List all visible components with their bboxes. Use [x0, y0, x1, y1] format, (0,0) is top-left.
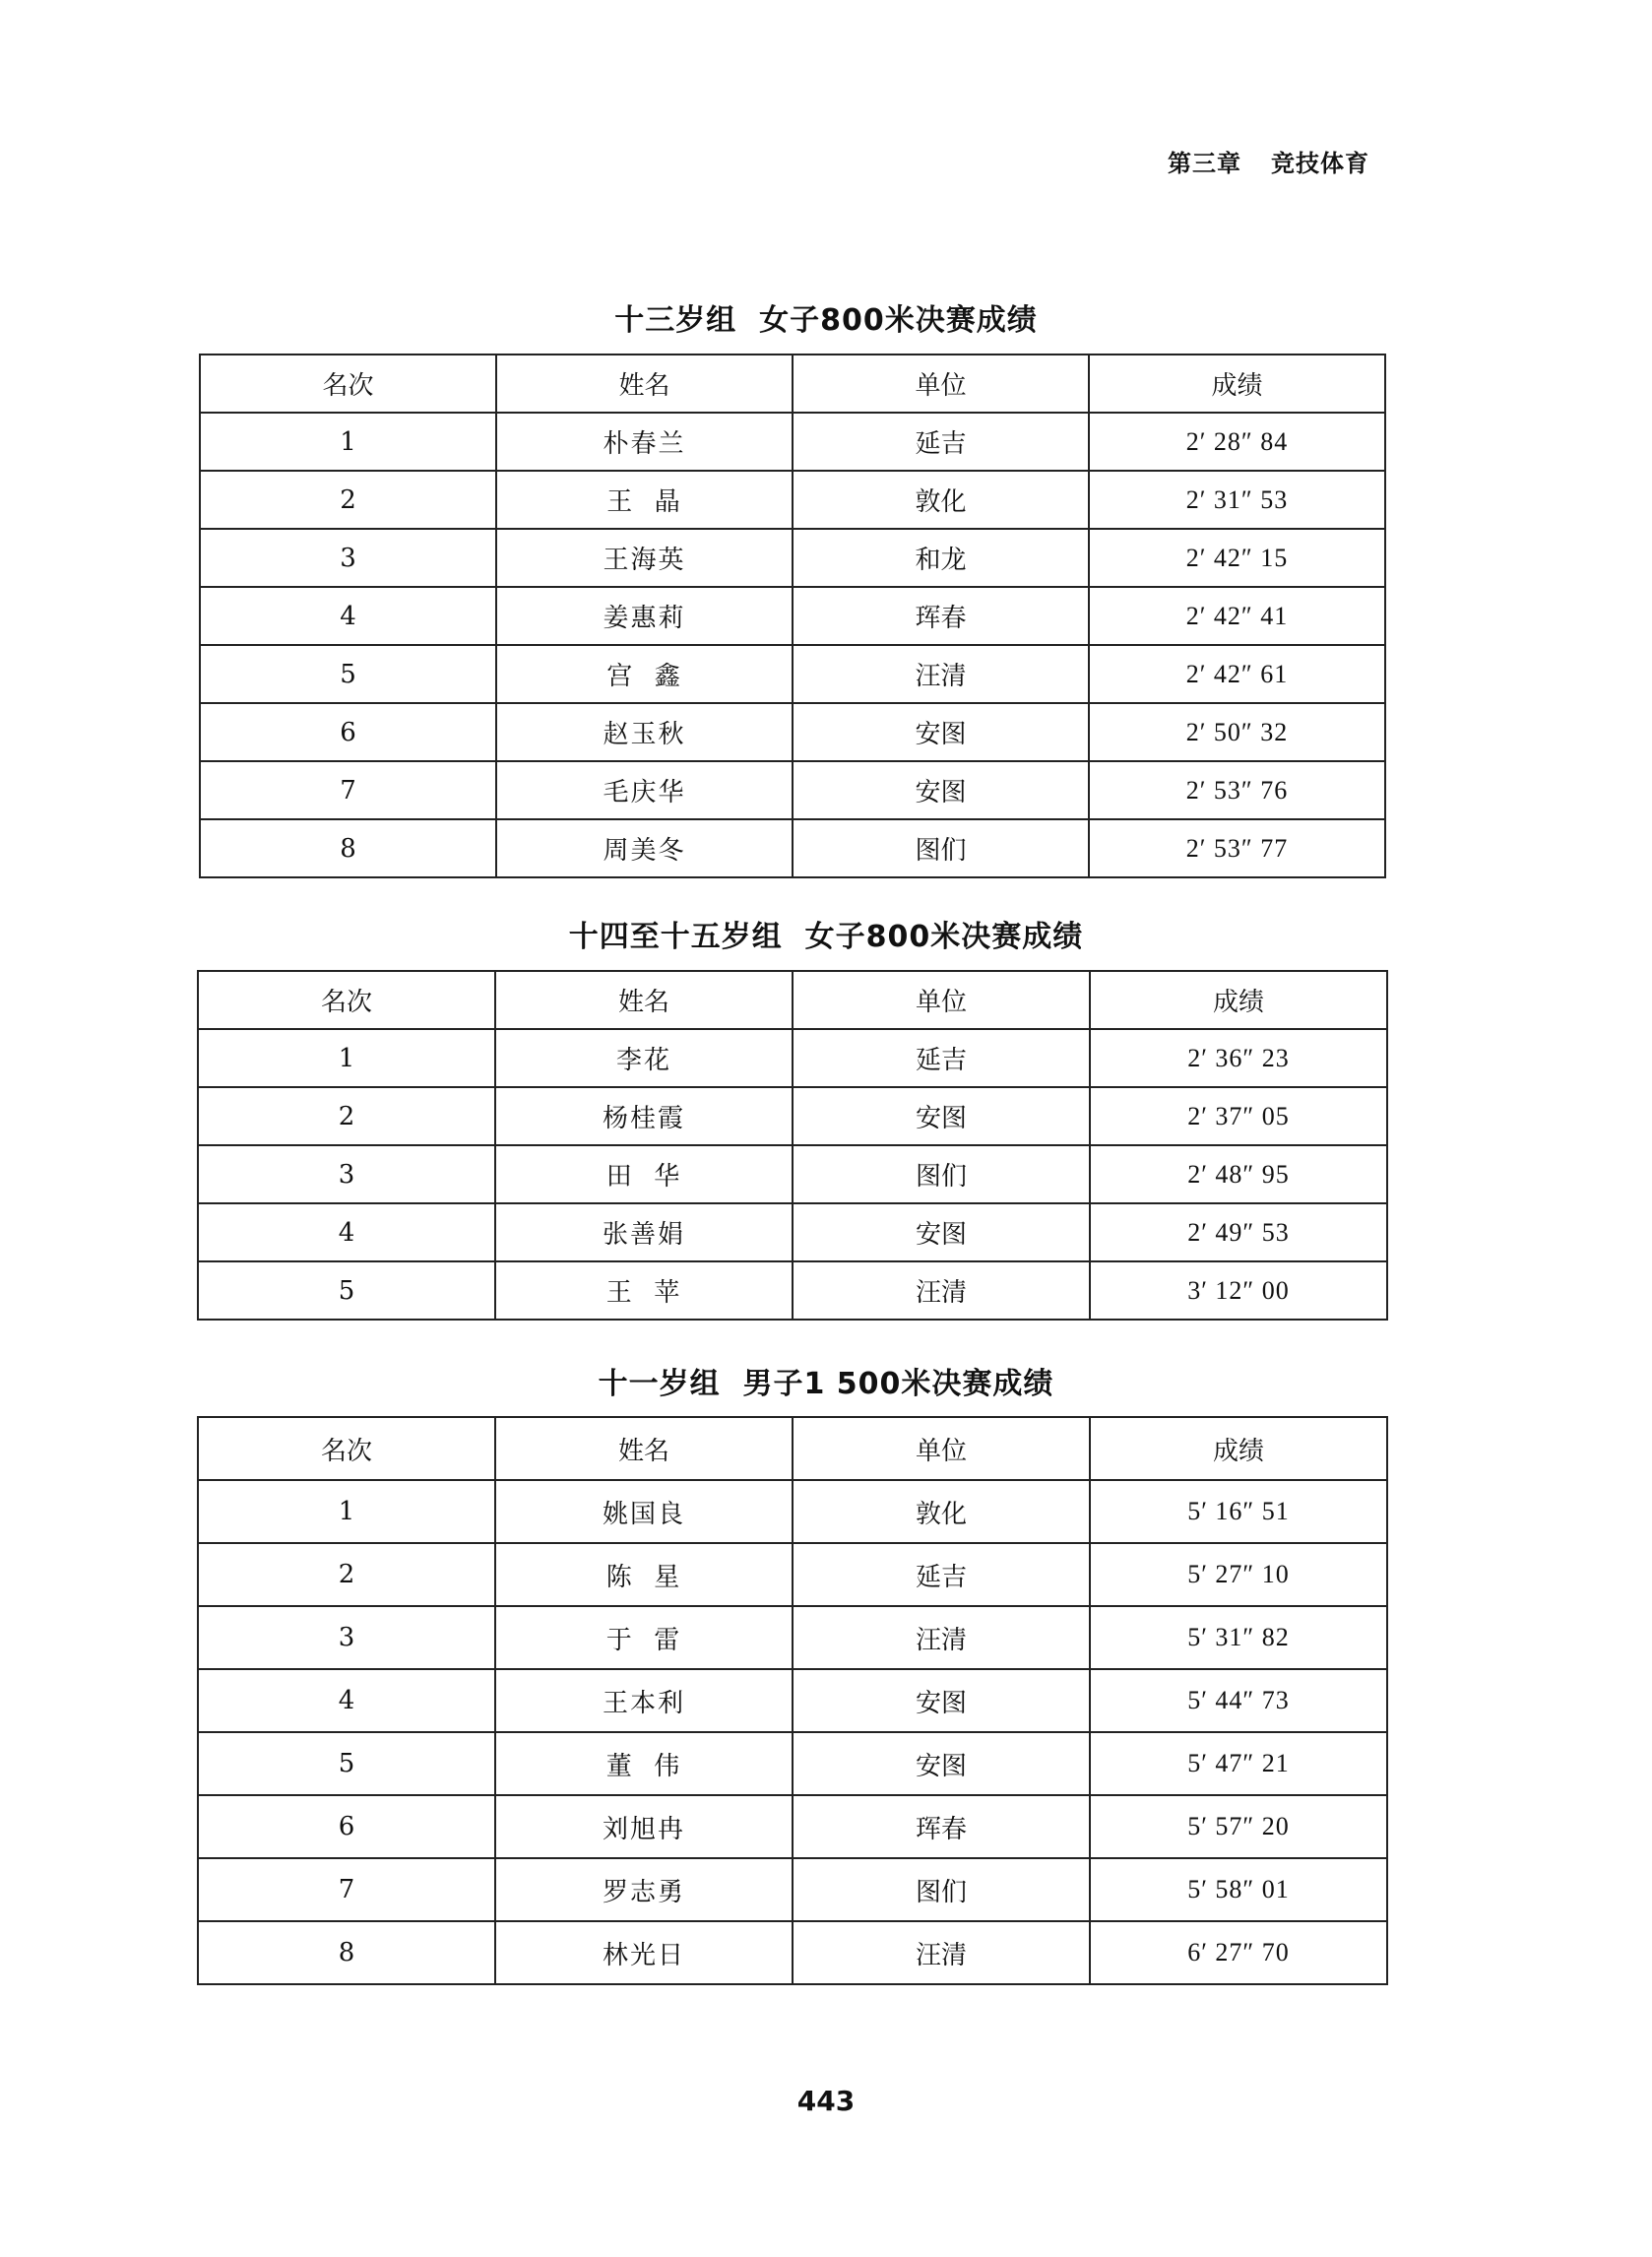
rank-cell: 2 — [198, 1543, 495, 1606]
rank-cell: 1 — [200, 413, 496, 471]
table-row — [200, 819, 1385, 877]
table-row — [198, 1606, 1387, 1669]
name-cell: 赵玉秋 — [496, 703, 793, 761]
unit-cell: 汪清 — [793, 645, 1089, 703]
rank-cell: 4 — [198, 1203, 495, 1261]
result-cell: 5′ 57″ 20 — [1090, 1795, 1387, 1858]
rank-cell: 3 — [198, 1145, 495, 1203]
rank-cell: 1 — [198, 1029, 495, 1087]
table-row — [200, 761, 1385, 819]
column-header-result: 成绩 — [1090, 1417, 1387, 1480]
result-cell: 2′ 42″ 41 — [1089, 587, 1385, 645]
column-header-unit: 单位 — [793, 355, 1089, 413]
unit-cell: 图们 — [793, 1145, 1090, 1203]
table-row — [198, 1087, 1387, 1145]
name-cell: 李花 — [495, 1029, 793, 1087]
name-cell: 宫 鑫 — [496, 645, 793, 703]
results-table-1 — [199, 354, 1386, 878]
page-number: 443 — [796, 2085, 856, 2117]
chapter-section-label: 竞技体育 — [1271, 150, 1369, 177]
unit-cell: 和龙 — [793, 529, 1089, 587]
result-cell: 5′ 47″ 21 — [1090, 1732, 1387, 1795]
unit-cell: 延吉 — [793, 1029, 1090, 1087]
unit-cell: 图们 — [793, 1858, 1090, 1921]
unit-cell: 延吉 — [793, 413, 1089, 471]
name-cell: 姜惠莉 — [496, 587, 793, 645]
table-row — [200, 703, 1385, 761]
result-cell: 2′ 28″ 84 — [1089, 413, 1385, 471]
results-table-3 — [197, 1416, 1388, 1985]
table-3-title: 十一岁组 男子1 500米决赛成绩 — [598, 1367, 1054, 1401]
unit-cell: 安图 — [793, 1203, 1090, 1261]
name-cell: 于 雷 — [495, 1606, 793, 1669]
result-cell: 2′ 49″ 53 — [1090, 1203, 1387, 1261]
result-cell: 2′ 31″ 53 — [1089, 471, 1385, 529]
table-row — [198, 1669, 1387, 1732]
rank-cell: 2 — [200, 471, 496, 529]
name-cell: 王 晶 — [496, 471, 793, 529]
result-cell: 2′ 53″ 76 — [1089, 761, 1385, 819]
result-cell: 2′ 36″ 23 — [1090, 1029, 1387, 1087]
name-cell: 陈 星 — [495, 1543, 793, 1606]
name-cell: 朴春兰 — [496, 413, 793, 471]
result-cell: 6′ 27″ 70 — [1090, 1921, 1387, 1984]
table-row — [198, 1921, 1387, 1984]
rank-cell: 5 — [198, 1732, 495, 1795]
name-cell: 毛庆华 — [496, 761, 793, 819]
table-row — [198, 1543, 1387, 1606]
table-header-row — [198, 971, 1387, 1029]
name-cell: 董 伟 — [495, 1732, 793, 1795]
table-row — [200, 529, 1385, 587]
column-header-name: 姓名 — [495, 971, 793, 1029]
table-row — [200, 413, 1385, 471]
table-row — [198, 1480, 1387, 1543]
name-cell: 刘旭冉 — [495, 1795, 793, 1858]
result-cell: 2′ 42″ 61 — [1089, 645, 1385, 703]
name-cell: 王海英 — [496, 529, 793, 587]
column-header-rank: 名次 — [198, 1417, 495, 1480]
result-cell: 2′ 48″ 95 — [1090, 1145, 1387, 1203]
rank-cell: 7 — [198, 1858, 495, 1921]
result-cell: 5′ 27″ 10 — [1090, 1543, 1387, 1606]
result-cell: 2′ 53″ 77 — [1089, 819, 1385, 877]
unit-cell: 珲春 — [793, 1795, 1090, 1858]
unit-cell: 珲春 — [793, 587, 1089, 645]
name-cell: 罗志勇 — [495, 1858, 793, 1921]
result-cell: 5′ 44″ 73 — [1090, 1669, 1387, 1732]
table-row — [200, 587, 1385, 645]
rank-cell: 5 — [198, 1261, 495, 1320]
rank-cell: 6 — [200, 703, 496, 761]
rank-cell: 3 — [198, 1606, 495, 1669]
unit-cell: 敦化 — [793, 1480, 1090, 1543]
rank-cell: 4 — [198, 1669, 495, 1732]
table-row — [198, 1029, 1387, 1087]
rank-cell: 2 — [198, 1087, 495, 1145]
result-cell: 5′ 16″ 51 — [1090, 1480, 1387, 1543]
table-row — [198, 1795, 1387, 1858]
table-row — [198, 1261, 1387, 1320]
column-header-unit: 单位 — [793, 1417, 1090, 1480]
table-row — [198, 1732, 1387, 1795]
column-header-rank: 名次 — [200, 355, 496, 413]
result-cell: 5′ 31″ 82 — [1090, 1606, 1387, 1669]
rank-cell: 5 — [200, 645, 496, 703]
name-cell: 王本利 — [495, 1669, 793, 1732]
table-row — [200, 471, 1385, 529]
unit-cell: 安图 — [793, 1732, 1090, 1795]
table-header-row — [198, 1417, 1387, 1480]
rank-cell: 8 — [200, 819, 496, 877]
rank-cell: 8 — [198, 1921, 495, 1984]
name-cell: 姚国良 — [495, 1480, 793, 1543]
unit-cell: 汪清 — [793, 1921, 1090, 1984]
results-table-2 — [197, 970, 1388, 1321]
column-header-unit: 单位 — [793, 971, 1090, 1029]
unit-cell: 汪清 — [793, 1606, 1090, 1669]
table-row — [198, 1858, 1387, 1921]
rank-cell: 6 — [198, 1795, 495, 1858]
table-row — [198, 1203, 1387, 1261]
result-cell: 3′ 12″ 00 — [1090, 1261, 1387, 1320]
unit-cell: 延吉 — [793, 1543, 1090, 1606]
column-header-result: 成绩 — [1089, 355, 1385, 413]
table-2-title: 十四至十五岁组 女子800米决赛成绩 — [568, 920, 1084, 954]
result-cell: 2′ 37″ 05 — [1090, 1087, 1387, 1145]
name-cell: 张善娟 — [495, 1203, 793, 1261]
name-cell: 林光日 — [495, 1921, 793, 1984]
rank-cell: 7 — [200, 761, 496, 819]
unit-cell: 敦化 — [793, 471, 1089, 529]
running-header — [1168, 144, 1374, 178]
column-header-result: 成绩 — [1090, 971, 1387, 1029]
unit-cell: 安图 — [793, 1669, 1090, 1732]
chapter-label: 第三章 — [1168, 150, 1241, 177]
table-row — [198, 1145, 1387, 1203]
name-cell: 王 苹 — [495, 1261, 793, 1320]
unit-cell: 安图 — [793, 761, 1089, 819]
name-cell: 杨桂霞 — [495, 1087, 793, 1145]
table-1-title: 十三岁组 女子800米决赛成绩 — [614, 303, 1038, 338]
rank-cell: 4 — [200, 587, 496, 645]
result-cell: 2′ 42″ 15 — [1089, 529, 1385, 587]
result-cell: 5′ 58″ 01 — [1090, 1858, 1387, 1921]
unit-cell: 图们 — [793, 819, 1089, 877]
unit-cell: 安图 — [793, 703, 1089, 761]
rank-cell: 3 — [200, 529, 496, 587]
column-header-name: 姓名 — [496, 355, 793, 413]
table-header-row — [200, 355, 1385, 413]
table-row — [200, 645, 1385, 703]
unit-cell: 汪清 — [793, 1261, 1090, 1320]
name-cell: 周美冬 — [496, 819, 793, 877]
name-cell: 田 华 — [495, 1145, 793, 1203]
unit-cell: 安图 — [793, 1087, 1090, 1145]
rank-cell: 1 — [198, 1480, 495, 1543]
column-header-name: 姓名 — [495, 1417, 793, 1480]
column-header-rank: 名次 — [198, 971, 495, 1029]
result-cell: 2′ 50″ 32 — [1089, 703, 1385, 761]
